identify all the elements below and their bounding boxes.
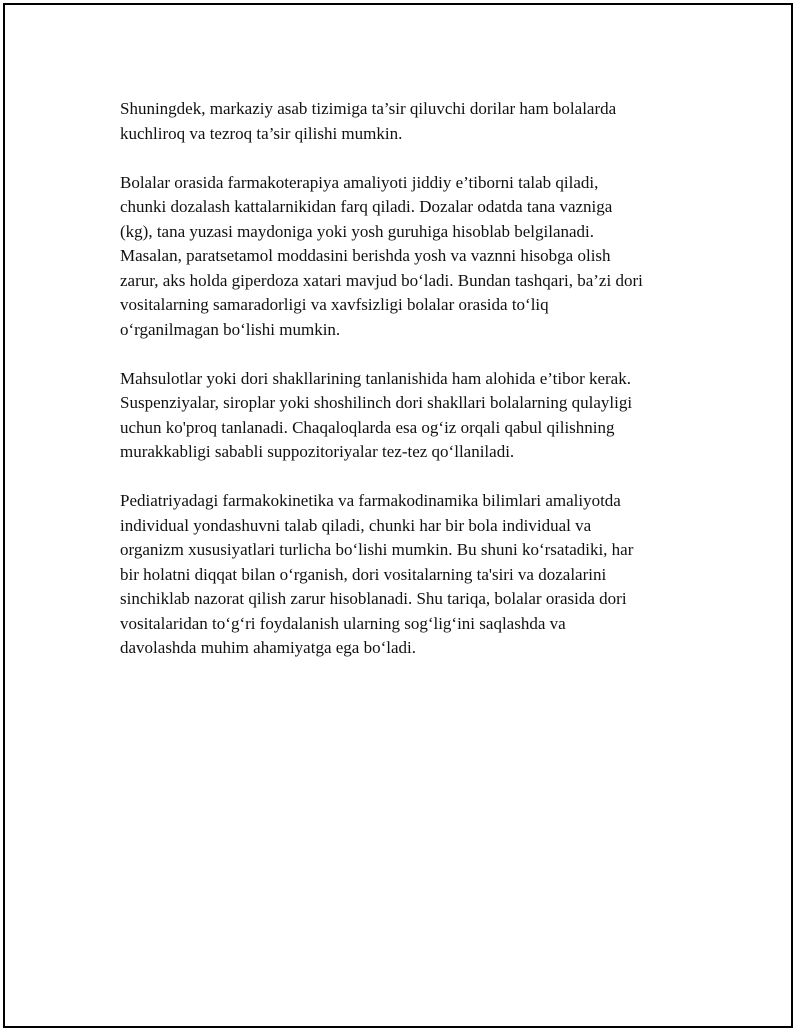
- paragraph-cns-drugs: Shuningdek, markaziy asab tizimiga ta’sir qiluvchi dorilar ham bolalarda kuchliroq va tezroq ta’sir qilishi mumkin.: [120, 99, 617, 143]
- paragraph-pediatric-dosing: Bolalar orasida farmakoterapiya amaliyoti jiddiy e’tiborni talab qiladi, chunki dozalash kattalarnikidan farq qiladi. Dozalar odatda tana vazniga (kg), tana yuzasi maydoniga yoki yosh guruhiga hisoblab belgilanadi. Masalan, paratsetamol moddasini berishda yosh va vaznni hisobga olish zarur, aks holda giperdoza xatari mavjud bo‘ladi. Bundan tashqari, ba’zi dori vositalarning samaradorligi va xavfsizligi bolalar orasida to‘liq o‘rganilmagan bo‘lishi mumkin.: [120, 172, 643, 339]
- paragraph-dosage-forms: Mahsulotlar yoki dori shakllarining tanlanishida ham alohida e’tibor kerak. Suspenziyalar, siroplar yoki shoshilinch dori shakllari bolalarning qulayligi uchun ko'proq tanlanadi. Chaqaloqlarda esa og‘iz orqali qabul qilishning murakkabligi sababli suppozitoriyalar tez-tez qo‘llaniladi.: [120, 368, 633, 461]
- paragraph-pharmacokinetics: Pediatriyadagi farmakokinetika va farmakodinamika bilimlari amaliyotda individual yondashuvni talab qiladi, chunki har bir bola individual va organizm xususiyatlari turlicha bo‘lishi mumkin. Bu shuni ko‘rsatadiki, har bir holatni diqqat bilan o‘rganish, dori vositalarning ta'siri va dozalarini sinchiklab nazorat qilish zarur hisoblanadi. Shu tariqa, bolalar orasida dori vositalaridan to‘g‘ri foydalanish ularning sog‘lig‘ini saqlashda va davolashda muhim ahamiyatga ega bo‘ladi.: [120, 491, 634, 657]
- document-body: [120, 97, 700, 685]
- document-page: [3, 3, 793, 1028]
